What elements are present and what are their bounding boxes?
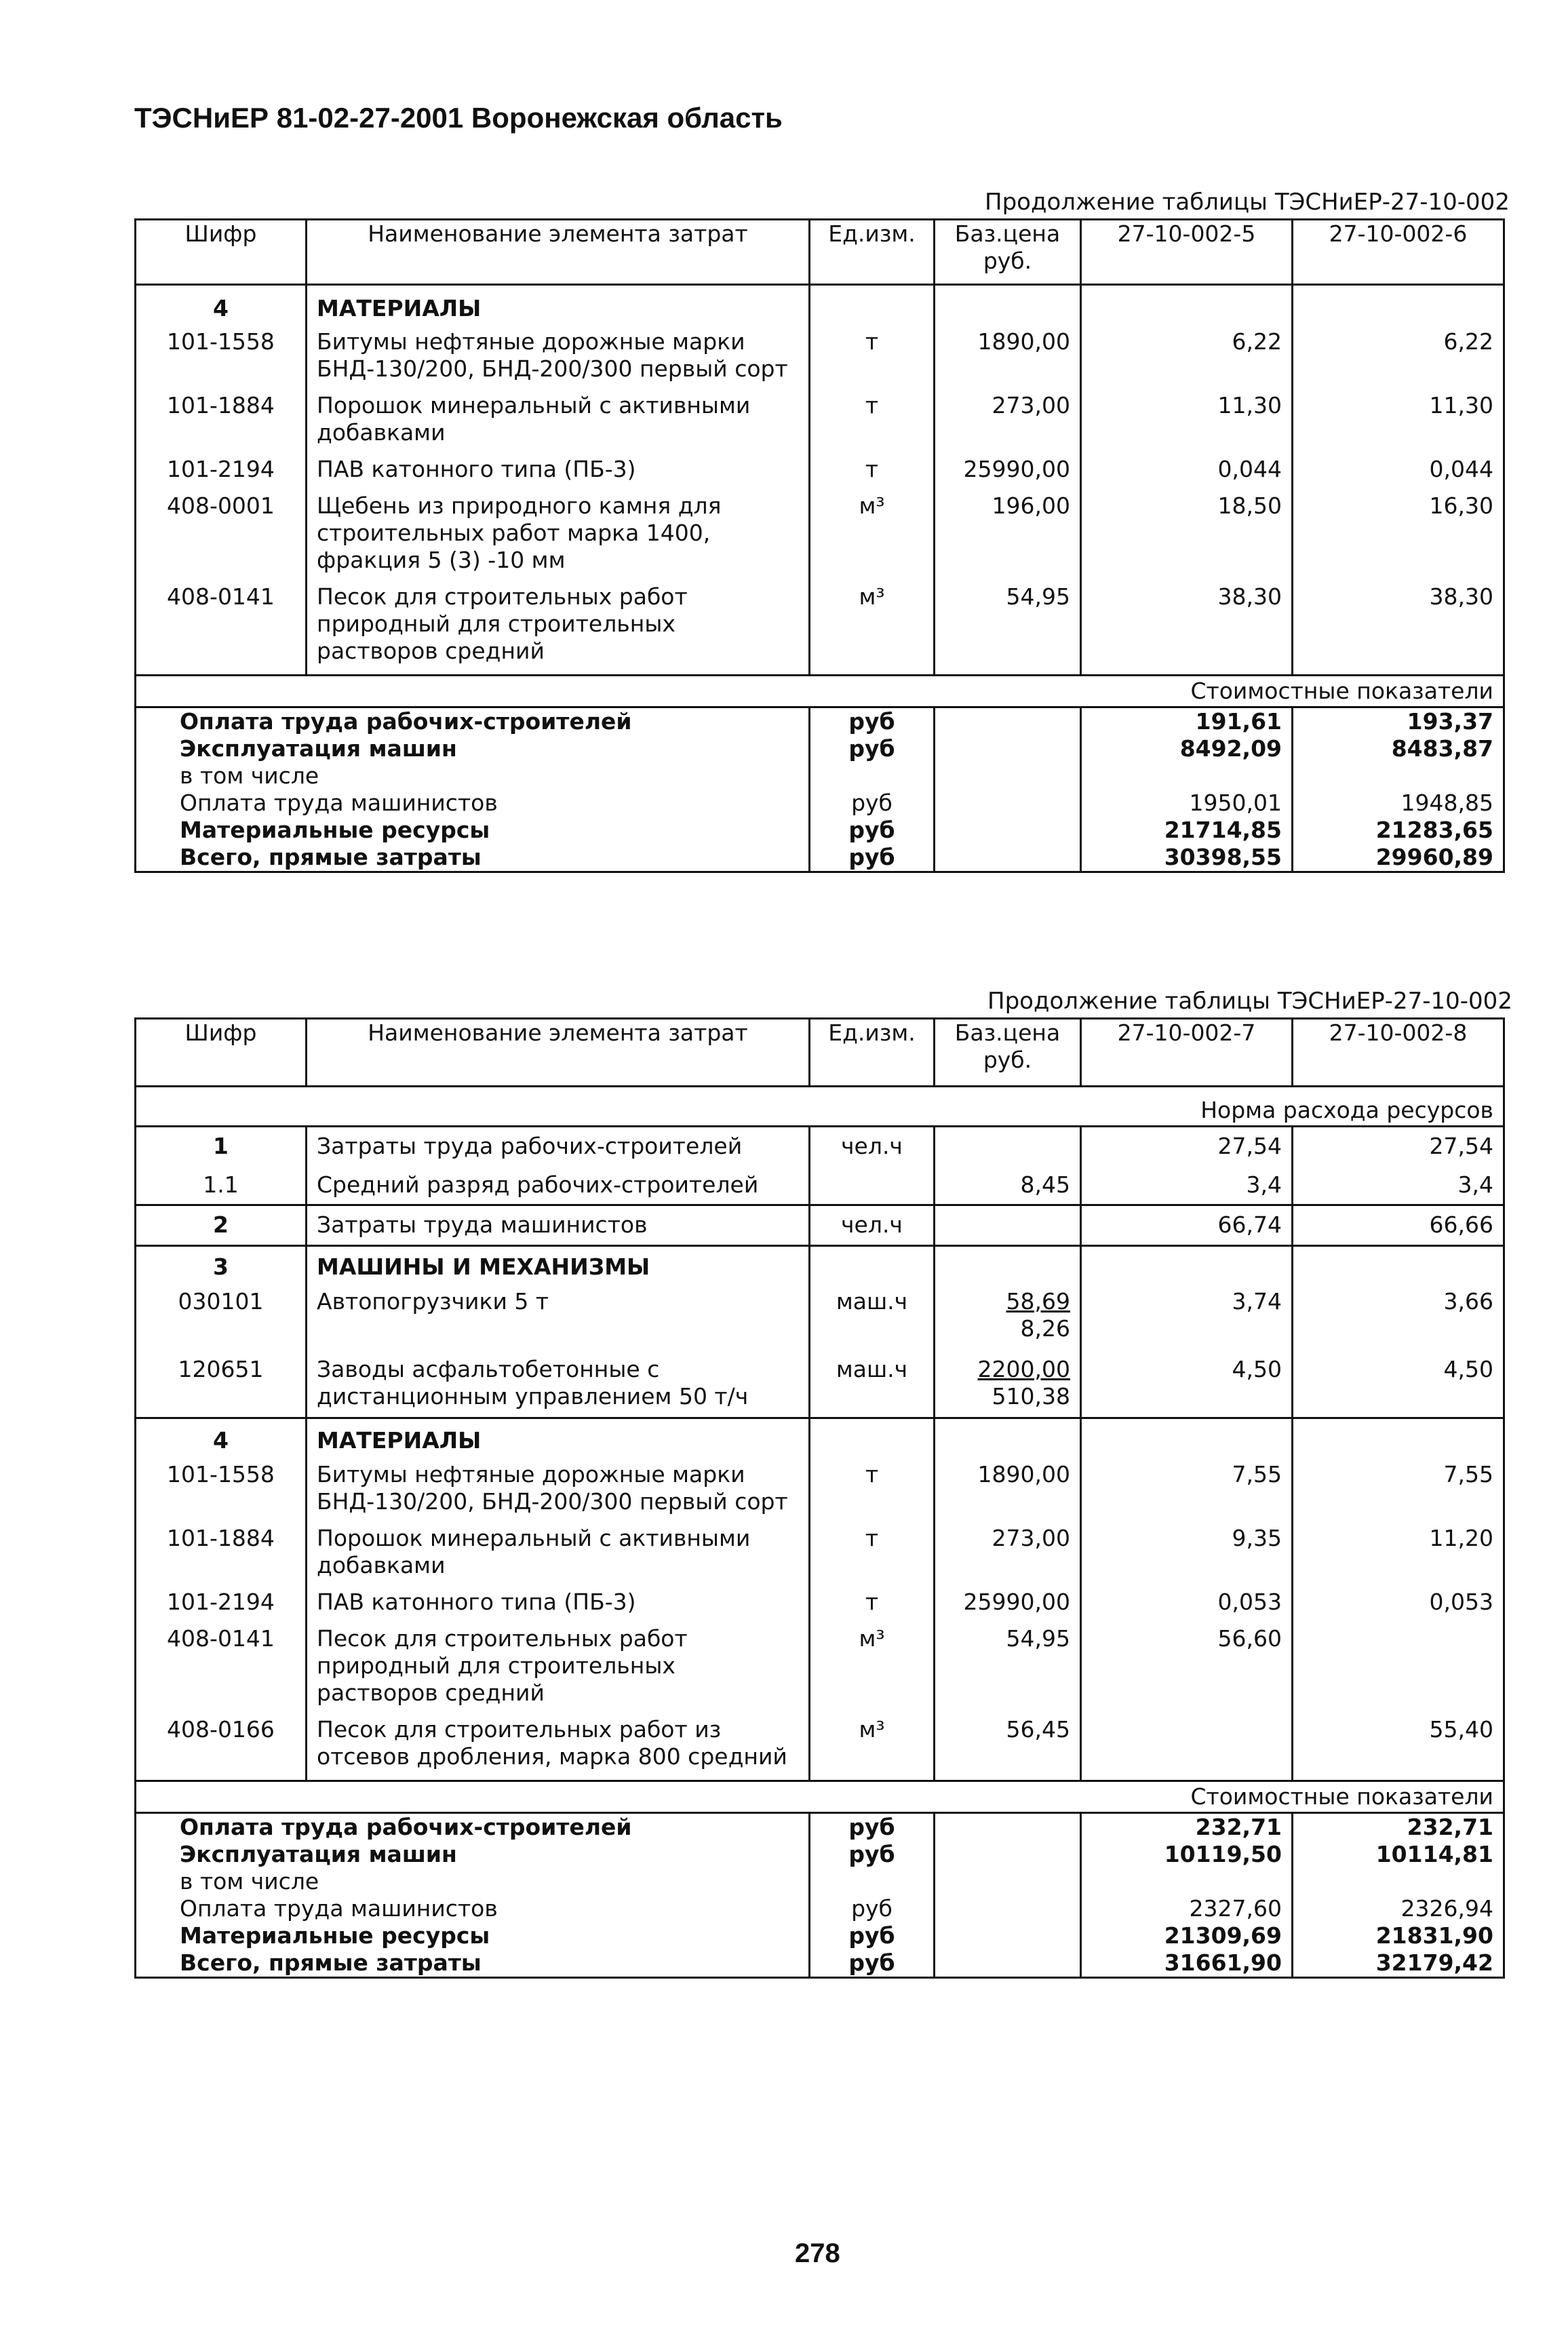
header-col-a: 27-10-002-5 xyxy=(1081,220,1293,285)
cost-row xyxy=(136,1813,1504,1842)
row-value-a: 11,30 xyxy=(1081,392,1293,456)
cost-value-b xyxy=(1293,762,1504,790)
section-title: МАШИНЫ И МЕХАНИЗМЫ xyxy=(307,1246,810,1288)
cost-unit: руб xyxy=(810,790,935,817)
cost-value-b: 21831,90 xyxy=(1293,1922,1504,1949)
row-name: Затраты труда рабочих-строителей xyxy=(307,1127,810,1166)
header-code: Шифр xyxy=(136,220,307,285)
cost-label: Материальные ресурсы xyxy=(136,817,810,844)
header-col-b: 27-10-002-6 xyxy=(1293,220,1504,285)
section-row-machines xyxy=(136,1246,1504,1288)
cost-value-a xyxy=(1081,1868,1293,1895)
row-unit: м³ xyxy=(810,492,935,583)
cost-unit: руб xyxy=(810,1841,935,1868)
row-value-a: 27,54 xyxy=(1081,1127,1293,1166)
row-value-b: 11,30 xyxy=(1293,392,1504,456)
cost-row xyxy=(136,1949,1504,1978)
header-name: Наименование элемента затрат xyxy=(307,1019,810,1087)
page-number: 278 xyxy=(795,2238,840,2268)
row-code: 408-0001 xyxy=(136,492,307,583)
cost-band-row xyxy=(136,1781,1504,1813)
row-name: Песок для строительных работ природный для строительных растворов средний xyxy=(307,1625,810,1716)
header-code: Шифр xyxy=(136,1019,307,1087)
row-price: 196,00 xyxy=(935,492,1081,583)
cost-value-b: 32179,42 xyxy=(1293,1949,1504,1978)
cost-value-a: 21309,69 xyxy=(1081,1922,1293,1949)
header-unit: Ед.изм. xyxy=(810,220,935,285)
cost-unit: руб xyxy=(810,844,935,872)
row-value-a: 6,22 xyxy=(1081,328,1293,392)
row-value-b: 16,30 xyxy=(1293,492,1504,583)
cost-value-b: 1948,85 xyxy=(1293,790,1504,817)
table1-header-row xyxy=(136,220,1504,285)
table2-header-row xyxy=(136,1019,1504,1087)
cost-band-label: Стоимостные показатели xyxy=(136,675,1504,707)
row-code: 1.1 xyxy=(136,1166,307,1205)
cost-row xyxy=(136,735,1504,762)
cost-label: в том числе xyxy=(136,1868,810,1895)
row-unit: м³ xyxy=(810,1625,935,1716)
row-price: 273,00 xyxy=(935,392,1081,456)
row-unit: т xyxy=(810,1525,935,1589)
cost-value-b: 193,37 xyxy=(1293,707,1504,735)
table-row xyxy=(136,456,1504,492)
cost-unit: руб xyxy=(810,1949,935,1978)
header-price: Баз.цена руб. xyxy=(935,1019,1081,1087)
cost-value-b xyxy=(1293,1868,1504,1895)
row-unit: т xyxy=(810,1461,935,1525)
table-row xyxy=(136,1288,1504,1356)
table1-continuation-caption: Продолжение таблицы ТЭСНиЕР-27-10-002 xyxy=(985,189,1510,216)
cost-unit: руб xyxy=(810,707,935,735)
cost-row xyxy=(136,844,1504,872)
row-code: 101-2194 xyxy=(136,1589,307,1625)
cost-value-a: 191,61 xyxy=(1081,707,1293,735)
cost-value-a: 31661,90 xyxy=(1081,1949,1293,1978)
table-row xyxy=(136,583,1504,676)
cost-label: Эксплуатация машин xyxy=(136,735,810,762)
row-price: 25990,00 xyxy=(935,1589,1081,1625)
row-price xyxy=(935,1288,1081,1356)
row-unit: маш.ч xyxy=(810,1356,935,1418)
row-unit: т xyxy=(810,328,935,392)
row-value-a: 0,053 xyxy=(1081,1589,1293,1625)
section-code: 4 xyxy=(136,285,307,328)
row-code: 1 xyxy=(136,1127,307,1166)
row-value-b xyxy=(1293,1625,1504,1716)
row-name: Песок для строительных работ из отсевов дробления, марка 800 средний xyxy=(307,1716,810,1781)
section-code: 3 xyxy=(136,1246,307,1288)
cost-label: Оплата труда рабочих-строителей xyxy=(136,1813,810,1842)
table-row xyxy=(136,392,1504,456)
row-code: 101-1884 xyxy=(136,392,307,456)
cost-row xyxy=(136,762,1504,790)
table2 xyxy=(134,1017,1505,1979)
row-name: Автопогрузчики 5 т xyxy=(307,1288,810,1356)
row-unit: маш.ч xyxy=(810,1288,935,1356)
row-code: 408-0141 xyxy=(136,583,307,676)
table-row xyxy=(136,328,1504,392)
row-value-a: 7,55 xyxy=(1081,1461,1293,1525)
section-title: МАТЕРИАЛЫ xyxy=(307,1418,810,1461)
cost-label: Оплата труда рабочих-строителей xyxy=(136,707,810,735)
row-price: 25990,00 xyxy=(935,456,1081,492)
cost-row xyxy=(136,1868,1504,1895)
cost-value-b: 21283,65 xyxy=(1293,817,1504,844)
row-value-a: 3,74 xyxy=(1081,1288,1293,1356)
document-title: ТЭСНиЕР 81-02-27-2001 Воронежская область xyxy=(134,102,783,134)
table-row xyxy=(136,1625,1504,1716)
row-code: 101-1558 xyxy=(136,328,307,392)
section-row-materials xyxy=(136,1418,1504,1461)
row-unit: м³ xyxy=(810,1716,935,1781)
row-value-b: 0,053 xyxy=(1293,1589,1504,1625)
row-value-a: 3,4 xyxy=(1081,1166,1293,1205)
row-name: Битумы нефтяные дорожные марки БНД-130/200, БНД-200/300 первый сорт xyxy=(307,1461,810,1525)
row-value-a: 0,044 xyxy=(1081,456,1293,492)
row-name: Средний разряд рабочих-строителей xyxy=(307,1166,810,1205)
row-code: 101-2194 xyxy=(136,456,307,492)
cost-band-label: Стоимостные показатели xyxy=(136,1781,1504,1813)
row-price: 1890,00 xyxy=(935,1461,1081,1525)
table2-continuation-caption: Продолжение таблицы ТЭСНиЕР-27-10-002 xyxy=(987,988,1512,1015)
price-machine-total: 2200,00 xyxy=(977,1355,1070,1382)
row-name: Щебень из природного камня для строительных работ марка 1400, фракция 5 (3) -10 мм xyxy=(307,492,810,583)
row-name: Порошок минеральный с активными добавками xyxy=(307,1525,810,1589)
row-unit xyxy=(810,1166,935,1205)
price-machinist-wage: 510,38 xyxy=(992,1382,1070,1410)
row-code: 101-1884 xyxy=(136,1525,307,1589)
cost-value-a: 2327,60 xyxy=(1081,1895,1293,1922)
row-value-b: 55,40 xyxy=(1293,1716,1504,1781)
row-value-b: 4,50 xyxy=(1293,1356,1504,1418)
cost-row xyxy=(136,1841,1504,1868)
row-unit: чел.ч xyxy=(810,1205,935,1246)
table-row xyxy=(136,1716,1504,1781)
norm-band-row xyxy=(136,1087,1504,1127)
row-value-a: 9,35 xyxy=(1081,1525,1293,1589)
row-name: Заводы асфальтобетонные с дистанционным управлением 50 т/ч xyxy=(307,1356,810,1418)
table-row xyxy=(136,1205,1504,1246)
table-row xyxy=(136,1589,1504,1625)
cost-unit: руб xyxy=(810,735,935,762)
cost-unit: руб xyxy=(810,1813,935,1842)
table-row xyxy=(136,1461,1504,1525)
row-value-b: 11,20 xyxy=(1293,1525,1504,1589)
table-row xyxy=(136,1525,1504,1589)
cost-value-b: 10114,81 xyxy=(1293,1841,1504,1868)
cost-row xyxy=(136,707,1504,735)
row-price xyxy=(935,1205,1081,1246)
row-code: 408-0141 xyxy=(136,1625,307,1716)
row-value-b: 38,30 xyxy=(1293,583,1504,676)
row-price: 273,00 xyxy=(935,1525,1081,1589)
section-code: 4 xyxy=(136,1418,307,1461)
table-row xyxy=(136,1127,1504,1166)
row-value-b: 0,044 xyxy=(1293,456,1504,492)
header-name: Наименование элемента затрат xyxy=(307,220,810,285)
row-name: Затраты труда машинистов xyxy=(307,1205,810,1246)
row-value-b: 27,54 xyxy=(1293,1127,1504,1166)
cost-value-b: 232,71 xyxy=(1293,1813,1504,1842)
row-price: 54,95 xyxy=(935,1625,1081,1716)
cost-label: Эксплуатация машин xyxy=(136,1841,810,1868)
row-unit: т xyxy=(810,456,935,492)
cost-value-a: 8492,09 xyxy=(1081,735,1293,762)
cost-unit: руб xyxy=(810,817,935,844)
row-code: 408-0166 xyxy=(136,1716,307,1781)
cost-label: Материальные ресурсы xyxy=(136,1922,810,1949)
header-price: Баз.цена руб. xyxy=(935,220,1081,285)
row-code: 101-1558 xyxy=(136,1461,307,1525)
row-unit: м³ xyxy=(810,583,935,676)
cost-value-a: 10119,50 xyxy=(1081,1841,1293,1868)
row-value-a: 38,30 xyxy=(1081,583,1293,676)
cost-unit: руб xyxy=(810,1895,935,1922)
table1 xyxy=(134,218,1505,873)
cost-value-b: 8483,87 xyxy=(1293,735,1504,762)
norm-band-label: Норма расхода ресурсов xyxy=(136,1087,1504,1127)
row-price: 8,45 xyxy=(935,1166,1081,1205)
cost-label: в том числе xyxy=(136,762,810,790)
row-price xyxy=(935,1356,1081,1418)
table-row xyxy=(136,1356,1504,1418)
cost-unit xyxy=(810,1868,935,1895)
cost-value-a: 1950,01 xyxy=(1081,790,1293,817)
cost-row xyxy=(136,790,1504,817)
row-code: 030101 xyxy=(136,1288,307,1356)
cost-unit xyxy=(810,762,935,790)
cost-row xyxy=(136,1895,1504,1922)
row-price: 1890,00 xyxy=(935,328,1081,392)
row-price: 56,45 xyxy=(935,1716,1081,1781)
cost-label: Оплата труда машинистов xyxy=(136,1895,810,1922)
row-price xyxy=(935,1127,1081,1166)
cost-value-b: 2326,94 xyxy=(1293,1895,1504,1922)
header-col-a: 27-10-002-7 xyxy=(1081,1019,1293,1087)
row-value-b: 66,66 xyxy=(1293,1205,1504,1246)
row-value-b: 6,22 xyxy=(1293,328,1504,392)
row-value-b: 3,66 xyxy=(1293,1288,1504,1356)
row-code: 120651 xyxy=(136,1356,307,1418)
cost-value-a: 30398,55 xyxy=(1081,844,1293,872)
row-value-a xyxy=(1081,1716,1293,1781)
cost-label: Всего, прямые затраты xyxy=(136,844,810,872)
row-unit: т xyxy=(810,392,935,456)
cost-unit: руб xyxy=(810,1922,935,1949)
price-machinist-wage: 8,26 xyxy=(1020,1315,1070,1342)
cost-value-a: 232,71 xyxy=(1081,1813,1293,1842)
row-name: Порошок минеральный с активными добавками xyxy=(307,392,810,456)
section-title: МАТЕРИАЛЫ xyxy=(307,285,810,328)
row-name: ПАВ катонного типа (ПБ-3) xyxy=(307,1589,810,1625)
row-value-b: 7,55 xyxy=(1293,1461,1504,1525)
table-row xyxy=(136,1166,1504,1205)
cost-band-row xyxy=(136,675,1504,707)
section-row-materials xyxy=(136,285,1504,328)
row-value-a: 18,50 xyxy=(1081,492,1293,583)
row-value-a: 4,50 xyxy=(1081,1356,1293,1418)
row-unit: т xyxy=(810,1589,935,1625)
cost-value-a: 21714,85 xyxy=(1081,817,1293,844)
cost-value-b: 29960,89 xyxy=(1293,844,1504,872)
header-col-b: 27-10-002-8 xyxy=(1293,1019,1504,1087)
row-value-a: 56,60 xyxy=(1081,1625,1293,1716)
row-name: Песок для строительных работ природный для строительных растворов средний xyxy=(307,583,810,676)
table-row xyxy=(136,492,1504,583)
row-name: ПАВ катонного типа (ПБ-3) xyxy=(307,456,810,492)
cost-row xyxy=(136,817,1504,844)
row-price: 54,95 xyxy=(935,583,1081,676)
cost-label: Всего, прямые затраты xyxy=(136,1949,810,1978)
cost-label: Оплата труда машинистов xyxy=(136,790,810,817)
price-machine-total: 58,69 xyxy=(1006,1287,1070,1315)
row-value-b: 3,4 xyxy=(1293,1166,1504,1205)
cost-value-a xyxy=(1081,762,1293,790)
cost-row xyxy=(136,1922,1504,1949)
header-unit: Ед.изм. xyxy=(810,1019,935,1087)
row-unit: чел.ч xyxy=(810,1127,935,1166)
row-value-a: 66,74 xyxy=(1081,1205,1293,1246)
row-name: Битумы нефтяные дорожные марки БНД-130/200, БНД-200/300 первый сорт xyxy=(307,328,810,392)
row-code: 2 xyxy=(136,1205,307,1246)
